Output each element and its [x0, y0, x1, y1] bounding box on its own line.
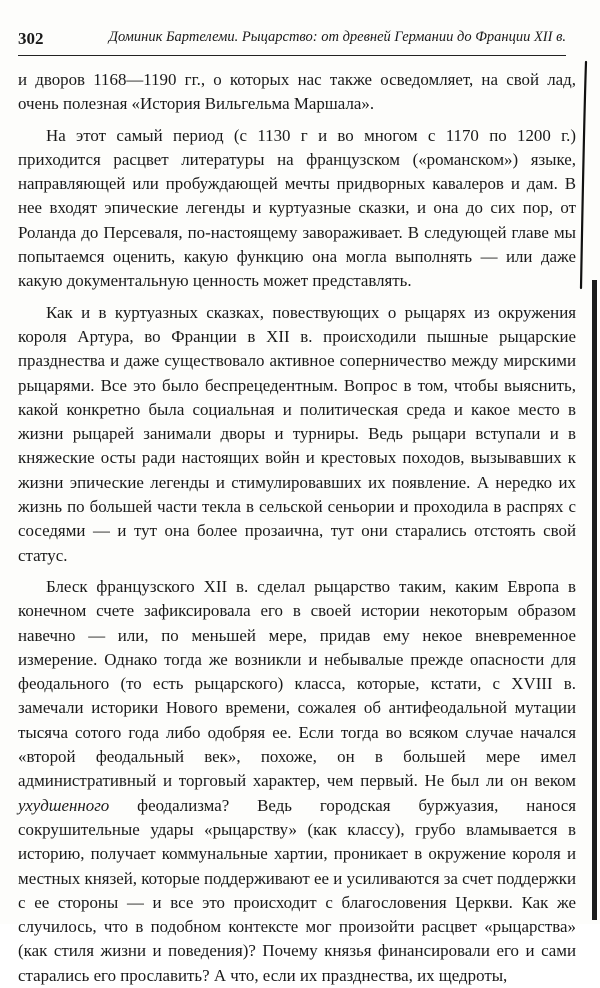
- paragraph-3: Как и в куртуазных сказках, повествующих о рыцарях из окружения короля Артура, во Франции в XII в. происходили пышные рыцарские празднества и даже существовало активное соперничество между мирскими рыцарями. Все это было беспрецедентным. Вопрос в том, чтобы выяснить, какой конкретно была социальная и политическая среда и какое место в жизни рыцарей занимали дворы и турниры. Ведь рыцари вступали и в княжеские осты ради настоящих войн и крестовых походов, вызывавших к жизни эпические легенды и стимулировавших их появление. А нередко их жизнь по большей части текла в сельской сеньории и проходила в распрях с соседями — и тут она более прозаична, тут они старались отстоять свой статус.: [18, 302, 576, 565]
- paragraph-4-part-1: Блеск французского XII в. сделал рыцарство таким, каким Европа в конечном счете зафиксировала его в своей истории некоторым образом навечно — или, по меньшей мере, придав ему некое вневременное измерение. Однако тогда же возникли и небывалые прежде опасности для феодального (то есть рыцарского) класса, которые, кстати, с XVIII в. замечали историки Нового времени, сожалея об антифеодальной мутации тысяча сотого года либо одобряя ее. Если тогда во всяком случае начался «второй феодальный век», похоже, он в большей мере имел административный и торговый характер, чем первый. Не был ли он веком: [18, 576, 576, 791]
- header-rule: [18, 55, 566, 56]
- margin-pencil-line: [574, 60, 594, 290]
- paragraph-4: [18, 575, 576, 988]
- right-edge-shadow: [590, 280, 598, 920]
- paragraph-4-part-2: феодализма? Ведь городская буржуазия, нанося сокрушительные удары «рыцарству» (как классу), грубо вламывается в историю, получает коммунальные хартии, проникает в окружение короля и местных князей, которые поддерживают ее и усиливаются за счет поддержки с ее стороны — и все это происходит с благословения Церкви. Как же случилось, что в подобном контексте мог произойти расцвет «рыцарства» (как стиля жизни и поведения)? Почему князья финансировали его и сами старались его прославить? А что, если их празднества, их щедроты,: [18, 795, 576, 985]
- emphasized-word: ухудшенного: [18, 795, 110, 815]
- running-title: Доминик Бартелеми. Рыцарство: от древней Германии до Франции XII в.: [108, 29, 566, 45]
- paragraph-2: На этот самый период (с 1130 г и во многом с 1170 по 1200 г.) приходится расцвет литературы на французском («романском») языке, направляющей или пробуждающей мечты придворных кавалеров и дам. В нее входят эпические легенды и куртуазные сказки, и она до сих пор, от Роланда до Персеваля, по-настоящему завораживает. В следующей главе мы попытаемся оценить, какую функцию она могла выполнять — или даже какую документальную ценность может представлять.: [18, 125, 576, 291]
- paragraph-1: и дворов 1168—1190 гг., о которых нас также осведомляет, на свой лад, очень полезная «История Вильгельма Маршала».: [18, 70, 576, 114]
- page-number: 302: [18, 29, 44, 48]
- page-header: [18, 20, 566, 60]
- body-text: [18, 68, 576, 988]
